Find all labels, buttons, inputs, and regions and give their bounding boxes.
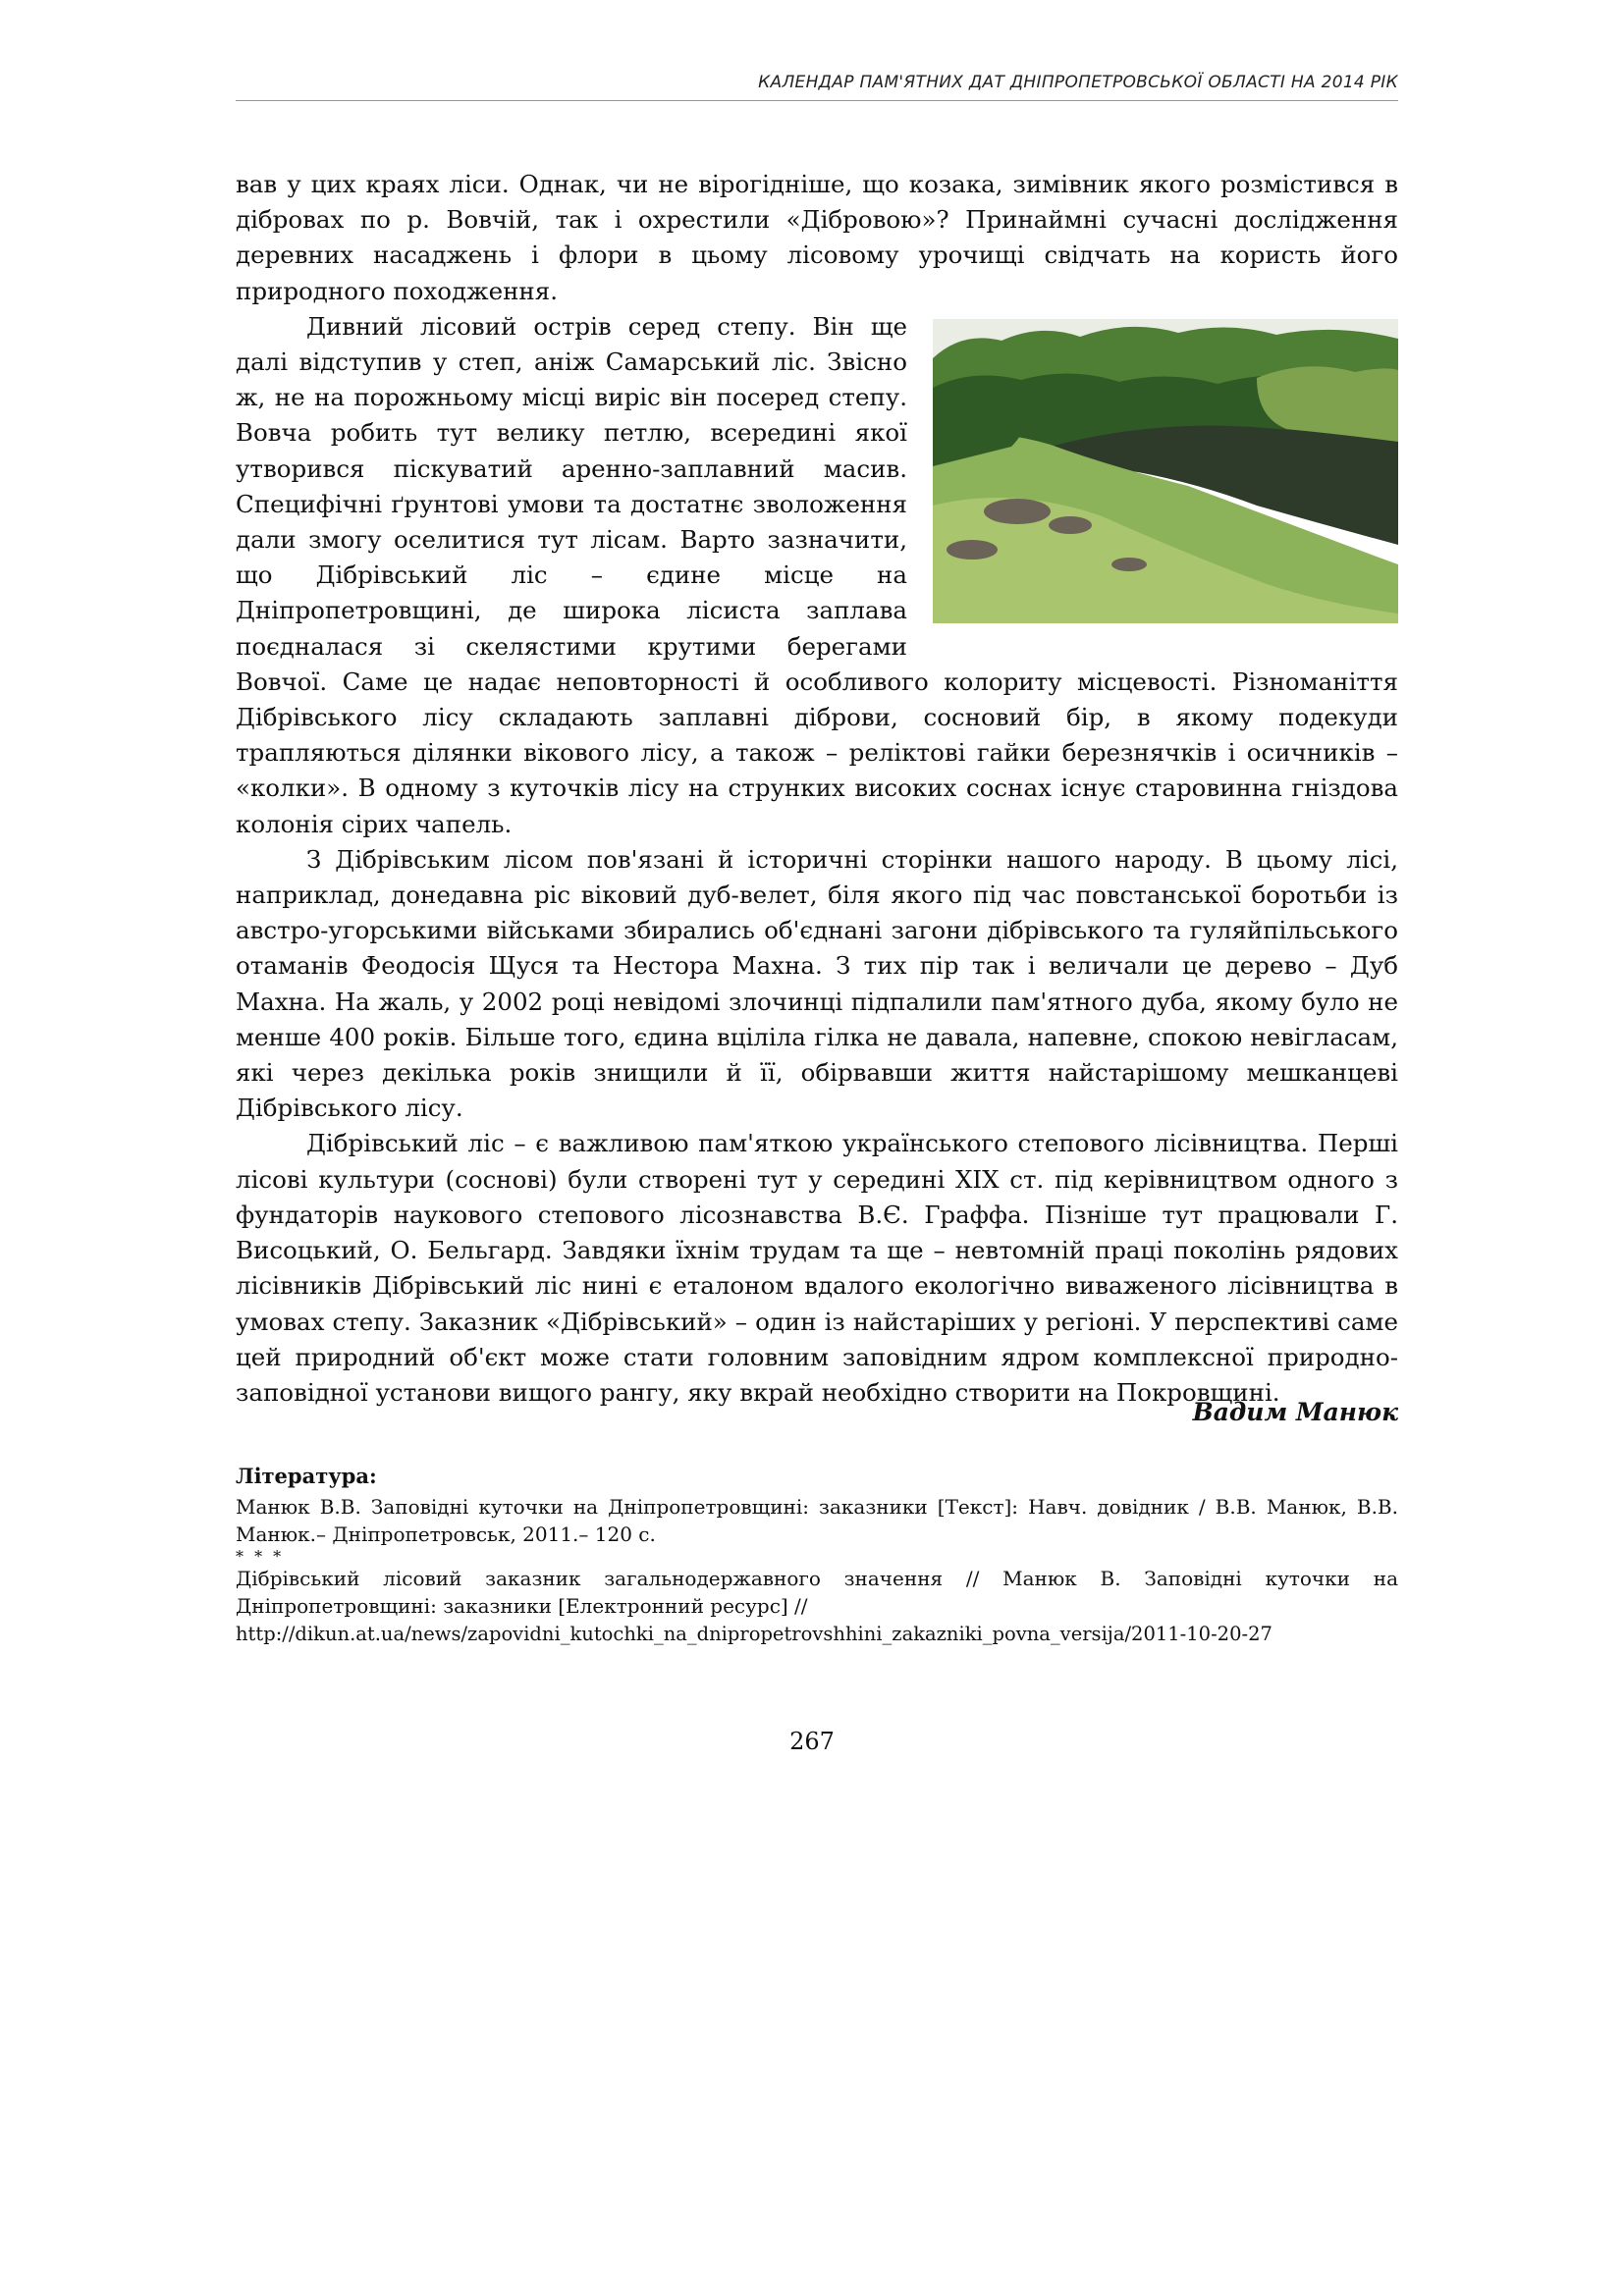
photo-illustration: [933, 319, 1398, 623]
literature-item-1: Манюк В.В. Заповідні куточки на Дніпропетровщині: заказники [Текст]: Навч. довідник / В.В. Манюк, В.В. Манюк.– Дніпропетровськ, 2011.– 120 с.: [236, 1494, 1398, 1546]
photo-rock: [947, 540, 998, 560]
author-signature: Вадим Манюк: [1192, 1398, 1398, 1426]
literature-heading: Література:: [236, 1464, 377, 1488]
page-number: 267: [789, 1728, 835, 1755]
literature-item-2: Дібрівський лісовий заказник загальнодержавного значення // Манюк В. Заповідні куточки на Дніпропетровщині: заказники [Електронний ресурс] //: [236, 1566, 1398, 1618]
photo-rock: [1049, 516, 1092, 534]
literature-item-2-url[interactable]: http://dikun.at.ua/news/zapovidni_kutochki_na_dnipropetrovshhini_zakazniki_povna_versija/2011-10-20-27: [236, 1622, 1272, 1645]
photo-rock: [1111, 558, 1147, 571]
running-header: КАЛЕНДАР ПАМ'ЯТНИХ ДАТ ДНІПРОПЕТРОВСЬКОЇ ОБЛАСТІ НА 2014 РІК: [758, 73, 1398, 92]
literature-separator: * * *: [236, 1546, 285, 1566]
paragraph-3: З Дібрівським лісом пов'язані й історичні сторінки нашого народу. В цьому лісі, наприклад, донедавна ріс віковий дуб-велет, біля якого під час повстанської боротьби із австро-угорськими військами збирались об'єднані загони дібрівського та гуляйпільського отаманів Феодосія Щуся та Нестора Махна. З тих пір так і величали це дерево – Дуб Махна. На жаль, у 2002 році невідомі злочинці підпалили пам'ятного дуба, якому було не менше 400 років. Більше того, єдина вціліла гілка не давала, напевне, спокою невігласам, які через декілька років знищили й її, обірвавши життя найстарішому мешканцеві Дібрівського лісу.: [236, 844, 1398, 1123]
paragraph-1: вав у цих краях ліси. Однак, чи не вірогідніше, що козака, зимівник якого розмістився в дібровах по р. Вовчій, так і охрестили «Дібровою»? Принаймні сучасні дослідження деревних насаджень і флори в цьому лісовому урочищі свідчать на користь його природного походження.: [236, 170, 1398, 305]
forest-river-photo: [933, 319, 1398, 623]
paragraph-2-text: Дивний лісовий острів серед степу. Він ще далі відступив у степ, аніж Самарський ліс. Звісно ж, не на порожньому місці виріс він посеред степу. Вовча робить тут велику петлю, всередині якої утворився піскуватий аренно-заплавний масив. Специфічні ґрунтові умови та достатнє зволоження дали змогу оселитися тут лісам. Варто зазначити, що Дібрівський ліс – єдине місце на Дніпропетровщині, де широка лісиста заплава поєдналася зі скелястими крутими берегами Вовчої. Саме це надає неповторності й особливого колориту місцевості. Різноманіття Дібрівського лісу складають заплавні діброви, сосновий бір, в якому подекуди трапляються ділянки вікового лісу, а також – реліктові гайки березнячків і осичників – «колки». В одному з куточків лісу на струнких високих соснах існує старовинна гніздова колонія сірих чапель.: [236, 311, 1398, 838]
literature-section: [236, 1463, 1398, 1648]
header-rule: [236, 100, 1398, 101]
paragraph-4: Дібрівський ліс – є важливою пам'яткою українського степового лісівництва. Перші лісові культури (соснові) були створені тут у середині XIX ст. під керівництвом одного з фундаторів наукового степового лісознавства В.Є. Граффа. Пізніше тут працювали Г. Висоцький, О. Бельгард. Завдяки їхнім трудам та ще – невтомній праці поколінь рядових лісівників Дібрівський ліс нині є еталоном вдалого екологічно виваженого лісівництва в умовах степу. Заказник «Дібрівський» – один із найстаріших у регіоні. У перспективі саме цей природний об'єкт може стати головним заповідним ядром комплексної природно-заповідної установи вищого рангу, яку вкрай необхідно створити на Покровщині.: [236, 1129, 1398, 1407]
paragraph-2: [236, 309, 1398, 842]
article-body: [236, 167, 1398, 1411]
photo-rock: [984, 499, 1051, 524]
